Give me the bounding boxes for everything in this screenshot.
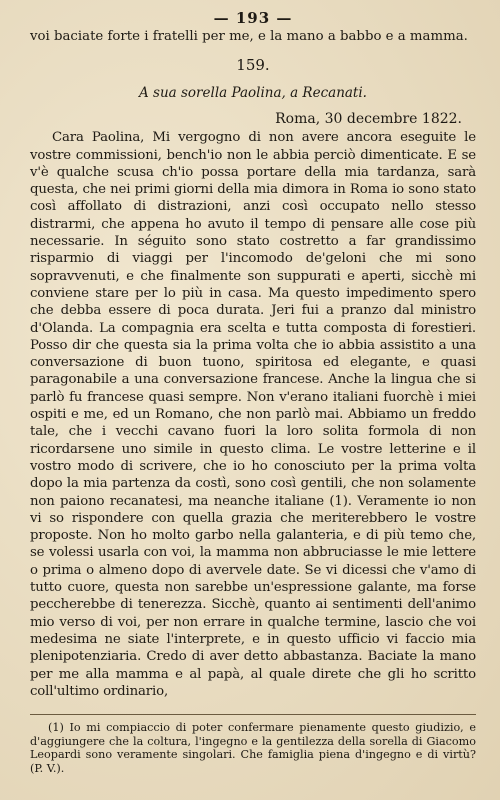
page-number: — 193 — — [213, 9, 293, 27]
letter-number: 159. — [236, 56, 270, 75]
letter-body: Cara Paolina, Mi vergogno di non avere ancora eseguite le vostre commissioni, bench'io non le abbia perciò dimenticate. E se v'è qualche scusa ch'io possa portare della mia tardanza, sarà questa, che nei primi giorni della mia dimora in Roma io sono stato così affollato di distrazioni, anzi così occupato nello stesso distrarmi, che appena ho avuto il tempo di pensare alle cose più necessarie. In séguito sono stato costretto a far grandissimo risparmio di viaggi per l'incomodo de'geloni che mi sono sopravvenuti, e che finalmente son suppurati e aperti, sicchè mi conviene stare per lo più in casa. Ma questo impedimento spero che debba essere di poca durata. Jeri fui a pranzo dal ministro d'Olanda. La compagnia era scelta e tutta composta di forestieri. Posso dir che questa sia la prima volta che io abbia assistito a una conversazione di buon tuono, spiritosa ed elegante, e quasi paragonabile a una conversazione francese. Anche la lingua che si parlò fu francese quasi sempre. Non v'erano italiani fuorchè i miei ospiti e me, ed un Romano, che non parlò mai. Abbiamo un freddo tale, che i vecchi cavano fuori la loro solita formola di non ricordarsene uno simile in questo clima. Le vostre letterine e il vostro modo di scrivere, che io ho conosciuto per la prima volta dopo la mia partenza da costì, sono così gentili, che non solamente non paiono recanatesi, ma neanche italiane (1). Veramente io non vi so rispondere con quella grazia che meriterebbero le vostre proposte. Non ho molto garbo nella galanteria, e di più temo che, se volessi usarla con voi, la mamma non abbruciasse le mie lettere o prima o almeno dopo di avervele date. Se vi dicessi che v'amo di tutto cuore, questa non sarebbe un'espressione galante, ma forse peccherebbe di tenerezza. Sicchè, quanto ai sentimenti dell'animo mio verso di voi, per non errare in qualche termine, lascio che voi medesima ne siate l'interprete, e in questo ufficio vi faccio mia plenipotenziaria. Credo di aver detto abbastanza. Baciate la mano per me alla mamma e al papà, al quale direte che gli ho scritto coll'ultimo ordinario, — [30, 130, 476, 699]
carryover-paragraph: voi baciate forte i fratelli per me, e la mano a babbo e a mamma. — [30, 29, 468, 44]
footnote-divider — [30, 714, 476, 715]
footnote: (1) Io mi compiaccio di poter confermare pienamente questo giudizio, e d'aggiungere che la coltura, l'ingegno e la gentilezza della sorella di Giacomo Leopardi sono veramente singolari. Che famiglia piena d'ingegno e di virtù? (P. V.). — [30, 721, 476, 775]
letter-dateline: Roma, 30 decembre 1822. — [275, 111, 462, 128]
book-page — [30, 8, 476, 775]
letter-heading: A sua sorella Paolina, a Recanati. — [139, 85, 367, 102]
